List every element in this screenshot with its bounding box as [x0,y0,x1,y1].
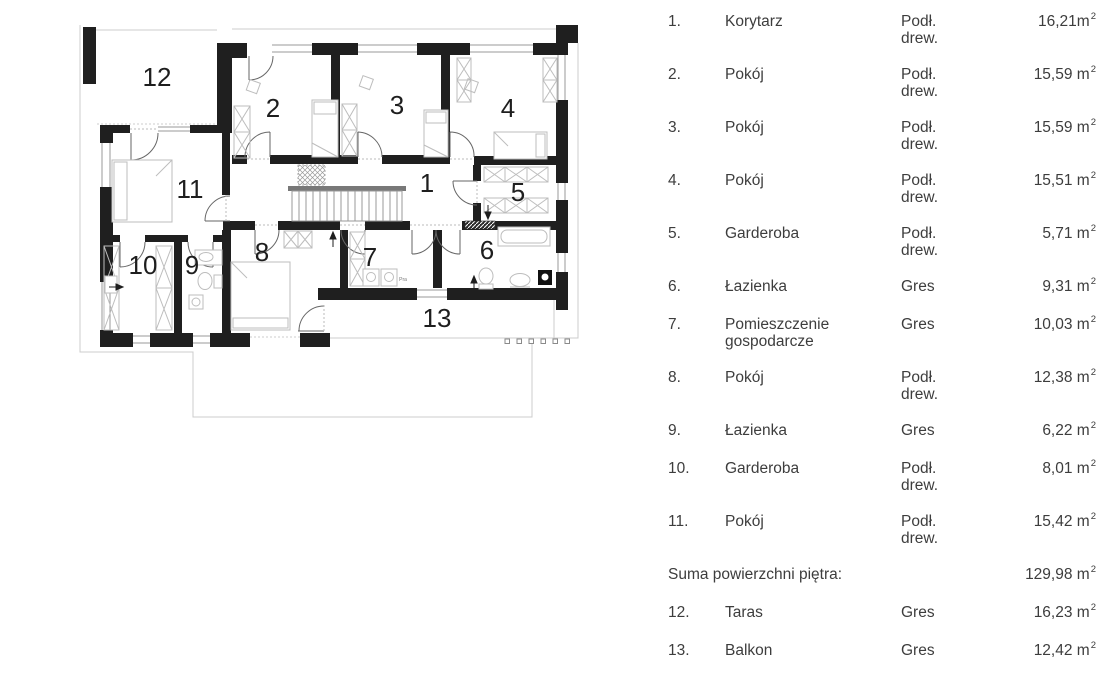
room-label-8: 8 [254,237,270,267]
legend-row [668,66,1096,100]
legend-row-area: 15,42 $m^2$ [1033,511,1096,530]
square-sup: 2 [1090,11,1096,22]
legend-row-area: 10,03 $m^2$ [1033,314,1096,333]
summary-label: Suma powierzchni piętra: [668,566,843,583]
legend-row-area: 8,01 $m^2$ [1042,458,1096,477]
bed-room11 [112,160,172,222]
legend-row-number: 11. [668,513,689,530]
square-sup: 2 [1090,640,1096,651]
legend-row-number: 10. [668,460,690,477]
bed-room2 [312,100,338,157]
square-sup: 2 [1090,223,1096,234]
legend-row-floor: Podł. drew. [901,369,939,403]
legend-row-name: Pokój [725,369,764,386]
legend-row-name: Garderoba [725,460,800,477]
legend-row-area: 15,59 $m^2$ [1033,64,1096,83]
legend-row-name: Pokój [725,172,764,189]
legend-row-number: 4. [668,172,681,189]
room-label-13: 13 [422,303,452,333]
legend-row-floor: Gres [901,422,935,439]
square-sup: 2 [1090,64,1096,75]
square-sup: 2 [1090,458,1096,469]
summary-area: 129,98 $m^2$ [1025,564,1096,583]
room-label-9: 9 [184,250,200,280]
legend-rows-outdoor [668,604,1096,661]
legend-row [668,225,1096,259]
legend-row [668,369,1096,403]
legend-row-area: $16,21m^2$ [1038,11,1096,30]
legend-row-name: Pokój [725,513,764,530]
legend-row-floor: Podł. drew. [901,225,939,259]
legend-row-number: 5. [668,225,681,242]
legend-row-floor: Gres [901,642,935,659]
legend-row-number: 1. [668,13,681,30]
room-label-12: 12 [142,62,172,92]
legend-row-floor: Gres [901,278,935,295]
legend-row-name: Garderoba [725,225,800,242]
square-sup: 2 [1090,511,1096,522]
room-label-3: 3 [389,90,405,120]
legend-row [668,119,1096,153]
square-sup: 2 [1090,420,1096,431]
legend-row-floor: Podł. drew. [901,460,939,494]
room-label-10: 10 [128,250,158,280]
legend-row-area: 12,42 $m^2$ [1033,640,1096,659]
legend-row-number: 12. [668,604,690,621]
legend-row [668,172,1096,206]
floor-plan [0,0,660,470]
square-sup: 2 [1090,564,1096,575]
room-legend [668,13,1096,680]
room-label-11: 11 [176,174,204,204]
room-label-7: 7 [362,242,378,272]
legend-row-number: 13. [668,642,690,659]
legend-row [668,13,1096,47]
square-sup: 2 [1090,276,1096,287]
legend-row-name: Pokój [725,66,764,83]
legend-row-number: 2. [668,66,681,83]
legend-summary-row [668,566,1096,585]
floor-plan-drawing [0,0,660,470]
legend-row-name: Pomieszczenie gospodarcze [725,316,830,350]
legend-row [668,460,1096,494]
legend-row [668,278,1096,297]
legend-row [668,316,1096,350]
balcony-railing [505,339,570,344]
legend-row-name: Łazienka [725,278,788,295]
legend-row [668,422,1096,441]
legend-row-number: 7. [668,316,681,333]
legend-row-area: 6,22 $m^2$ [1042,420,1096,439]
legend-row-floor: Podł. drew. [901,66,939,100]
square-sup: 2 [1090,314,1096,325]
room-label-1: 1 [419,168,435,198]
legend-row-number: 6. [668,278,681,295]
staircase [288,186,406,221]
legend-row-area: 5,71 $m^2$ [1042,223,1096,242]
legend-row-name: Balkon [725,642,773,659]
legend-row-floor: Podł. drew. [901,119,939,153]
legend-row-name: Pokój [725,119,764,136]
legend-row-floor: Podł. drew. [901,172,939,206]
legend-row [668,604,1096,623]
legend-row-number: 9. [668,422,681,439]
legend-rows-main [668,13,1096,547]
legend-row-area: 12,38 $m^2$ [1033,367,1096,386]
room-label-5: 5 [510,177,526,207]
legend-row-floor: Gres [901,604,935,621]
room-label-4: 4 [500,93,516,123]
legend-row [668,642,1096,661]
legend-row-area: 15,59 $m^2$ [1033,117,1096,136]
square-sup: 2 [1090,117,1096,128]
stair-handrail [288,186,406,191]
legend-row-name: Korytarz [725,13,783,30]
vent-shaft [465,221,495,229]
legend-row-floor: Podł. drew. [901,13,939,47]
bed-room8 [231,262,290,330]
legend-row-number: 8. [668,369,681,386]
legend-row-area: 16,23 $m^2$ [1033,602,1096,621]
dresser [105,276,117,293]
room-label-6: 6 [479,235,495,265]
square-sup: 2 [1090,367,1096,378]
square-sup: 2 [1090,602,1096,613]
legend-row-area: 15,51 $m^2$ [1033,170,1096,189]
square-sup: 2 [1090,170,1096,181]
legend-row [668,513,1096,547]
legend-row-name: Łazienka [725,422,788,439]
washer-label: Pra [399,277,407,283]
legend-row-area: 9,31 $m^2$ [1042,276,1096,295]
legend-row-floor: Podł. drew. [901,513,939,547]
bed-room3 [424,110,448,157]
legend-row-name: Taras [725,604,763,621]
bed-room4 [494,132,547,159]
legend-row-floor: Gres [901,316,935,333]
legend-row-number: 3. [668,119,681,136]
room-label-2: 2 [265,93,281,123]
